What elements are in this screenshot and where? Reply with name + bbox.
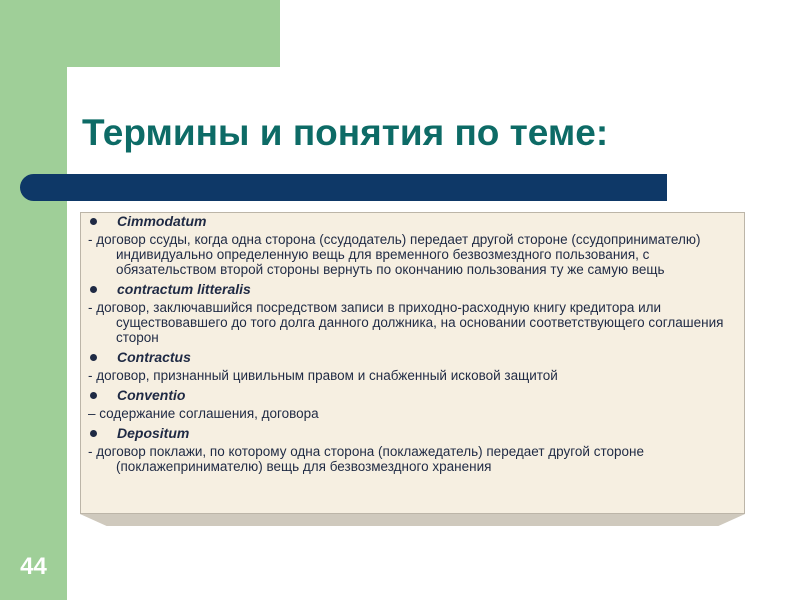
term-name: Cimmodatum — [117, 213, 207, 229]
slide-title: Термины и понятия по теме: — [82, 112, 609, 153]
term-definition: - договор, признанный цивильным правом и снабженный исковой защитой — [88, 368, 558, 383]
term-definition: - договор ссуды, когда одна сторона (ссудодатель) передает другой стороне (ссудопринимателю) индивидуально определенную вещь для временного безвозмездного пользования, с обязательством второй стороны вернуть по окончанию пользования ту же самую вещь — [88, 232, 701, 277]
term-item — [88, 387, 738, 421]
terms-list — [88, 213, 738, 478]
bullet-icon — [90, 354, 97, 361]
term-name: Conventio — [117, 387, 186, 403]
term-heading — [88, 281, 738, 297]
term-item — [88, 213, 738, 277]
term-heading — [88, 387, 738, 403]
term-name: contractum litteralis — [117, 281, 251, 297]
term-definition: - договор поклажи, по которому одна сторона (поклажедатель) передает другой стороне (поклажепринимателю) вещь для безвозмездного хранения — [88, 444, 644, 474]
top-green-band — [0, 0, 280, 67]
term-item — [88, 349, 738, 383]
bullet-icon — [90, 392, 97, 399]
bullet-icon — [90, 218, 97, 225]
title-underline-bar — [20, 174, 667, 201]
term-name: Contractus — [117, 349, 191, 365]
bullet-icon — [90, 430, 97, 437]
term-item — [88, 425, 738, 474]
term-item — [88, 281, 738, 345]
slide-number: 44 — [20, 553, 47, 580]
term-heading — [88, 349, 738, 365]
term-definition: – содержание соглашения, договора — [88, 406, 319, 421]
term-heading — [88, 213, 738, 229]
bullet-icon — [90, 286, 97, 293]
content-box-shadow — [80, 514, 745, 526]
left-green-band — [0, 0, 67, 600]
term-heading — [88, 425, 738, 441]
term-definition: - договор, заключавшийся посредством записи в приходно-расходную книгу кредитора или существовавшего до того долга данного должника, на основании соответствующего соглашения сторон — [88, 300, 724, 345]
term-name: Depositum — [117, 425, 190, 441]
